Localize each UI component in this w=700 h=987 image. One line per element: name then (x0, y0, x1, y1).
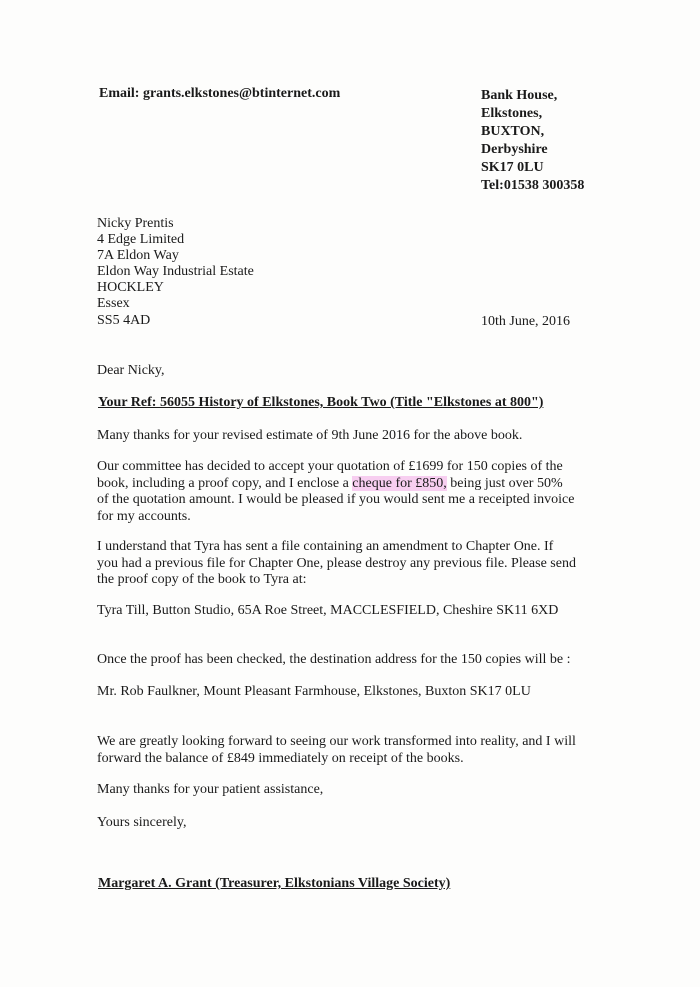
letter-date: 10th June, 2016 (481, 314, 571, 329)
paragraph-line: of the quotation amount. I would be pleased if you would sent me a receipted invoice (97, 492, 575, 507)
signature-name: Margaret A. Grant (Treasurer, Elkstonians Village Society) (98, 876, 451, 891)
paragraph-line: you had a previous file for Chapter One, please destroy any previous file. Please send (97, 555, 576, 571)
paragraph-line: Yours sincerely, (97, 815, 187, 830)
paragraph-line: Many thanks for your revised estimate of 9th June 2016 for the above book. (97, 428, 523, 443)
paragraph-line: Many thanks for your patient assistance, (97, 782, 324, 797)
paragraph-4 (97, 652, 617, 669)
closing (97, 815, 617, 832)
salutation: Dear Nicky, (97, 363, 165, 378)
paragraph-line (97, 476, 617, 493)
text-span: book, including a proof copy, and I enclose a (97, 475, 353, 491)
recipient-line: HOCKLEY (97, 280, 164, 296)
paragraph-line: for my accounts. (97, 508, 191, 524)
paragraph-line: Our committee has decided to accept your quotation of £1699 for 150 copies of the (97, 459, 563, 474)
recipient-line: Nicky Prentis (97, 216, 174, 231)
recipient-line: Eldon Way Industrial Estate (97, 264, 254, 280)
highlighted-cheque-amount: cheque for £850, (352, 475, 447, 491)
sender-address-line: Elkstones, (481, 106, 543, 121)
sender-address-line: SK17 0LU (481, 160, 544, 175)
text-span: being just over 50% (446, 475, 563, 491)
recipient-address (97, 216, 254, 329)
paragraph-line: We are greatly looking forward to seeing our work transformed into reality, and I will (97, 734, 576, 749)
paragraph-line: Tyra Till, Button Studio, 65A Roe Street, MACCLESFIELD, Cheshire SK11 6XD (97, 603, 559, 618)
proof-address (97, 603, 617, 620)
paragraph-2 (97, 459, 617, 525)
sender-phone: Tel:01538 300358 (481, 178, 585, 193)
sender-address-line: Bank House, (481, 88, 558, 103)
recipient-line: 7A Eldon Way (97, 248, 179, 264)
recipient-line: Essex (97, 296, 130, 312)
paragraph-line: Once the proof has been checked, the destination address for the 150 copies will be : (97, 652, 571, 667)
paragraph-1 (97, 428, 617, 445)
paragraph-line: the proof copy of the book to Tyra at: (97, 572, 307, 587)
sender-address-line: Derbyshire (481, 142, 548, 157)
paragraph-3 (97, 539, 617, 589)
reference-line: Your Ref: 56055 History of Elkstones, Book Two (Title "Elkstones at 800") (98, 395, 544, 410)
recipient-line: SS5 4AD (97, 312, 151, 328)
delivery-address (97, 684, 617, 701)
paragraph-line: Mr. Rob Faulkner, Mount Pleasant Farmhouse, Elkstones, Buxton SK17 0LU (97, 684, 531, 699)
sender-email: Email: grants.elkstones@btinternet.com (99, 86, 341, 101)
sender-address (481, 87, 584, 195)
recipient-line: 4 Edge Limited (97, 232, 185, 248)
paragraph-5 (97, 734, 617, 767)
paragraph-line: forward the balance of £849 immediately on receipt of the books. (97, 750, 464, 766)
paragraph-6 (97, 782, 617, 799)
paragraph-line: I understand that Tyra has sent a file containing an amendment to Chapter One. If (97, 539, 554, 554)
sender-address-line: BUXTON, (481, 124, 545, 139)
